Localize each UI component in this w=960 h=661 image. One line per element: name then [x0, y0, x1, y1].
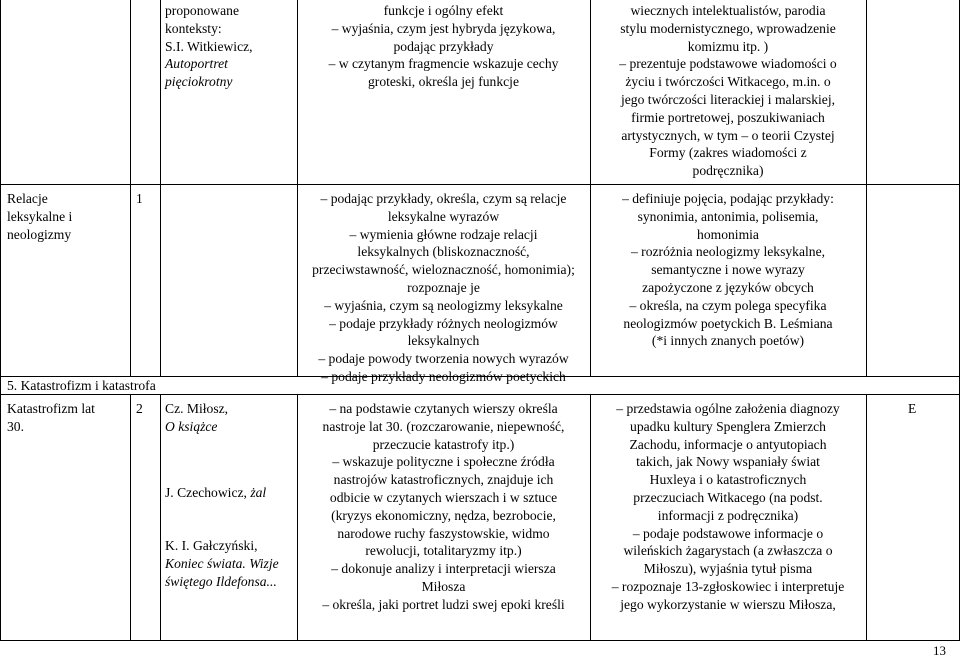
katastrofizm-ucz-line: przeczucie katastrofy itp.) [372, 436, 515, 452]
relacje-ucz-line: rozpoznaje je [407, 279, 480, 295]
relacje-ucz-line: leksykalne wyrazów [387, 208, 500, 224]
relacje-topic-cell [7, 190, 127, 243]
katastrofizm-ponad-line: takich, jak Nowy wspaniały świat [636, 454, 820, 470]
relacje-ucz-line: leksykalnych [407, 333, 480, 349]
katastrofizm-ponad-line: wileńskich żagarystach (a zwłaszcza o [623, 543, 833, 559]
katastrofizm-ponad-line: Huxleya i o katastroficznych [649, 472, 807, 488]
relacje-topic-line: leksykalne i [7, 208, 73, 224]
grid-line [866, 0, 867, 376]
top-ucz-line: – wyjaśnia, czym jest hybryda językowa, [331, 20, 556, 36]
top-lektura-cell [165, 2, 293, 91]
grid-line [0, 0, 1, 641]
top-ucz-line: groteski, określa jej funkcje [368, 74, 519, 90]
grid-line [160, 394, 161, 641]
grid-line [160, 0, 161, 376]
katastrofizm-ucz-line: narodowe ruchy faszystowskie, widmo [337, 525, 550, 541]
katastrofizm-lektury-cell [165, 400, 295, 436]
katastrofizm-topic-line: 30. [7, 418, 24, 434]
grid-line [866, 394, 867, 641]
top-lektura-line: S.I. Witkiewicz, [165, 38, 253, 54]
page-number: 13 [933, 643, 946, 658]
relacje-ucz-line: – podaje przykłady różnych neologizmów [329, 315, 558, 331]
katastrofizm-ponad-line: jego wykorzystanie w wierszu Miłosza, [620, 596, 836, 612]
relacje-ponad-cell [591, 190, 865, 350]
katastrofizm-ucz-line: nastrojów katastroficznych, znajduje ich [333, 472, 554, 488]
top-ponad-line: życiu i twórczości Witkacego, m.in. o [625, 74, 831, 90]
top-ponad-line: artystycznych, w tym – o teorii Czystej [621, 127, 835, 143]
top-lektura-line: proponowane [165, 3, 239, 18]
relacje-ponad-line: – definiuje pojęcia, podając przykłady: [622, 191, 834, 206]
katastrofizm-ucz-line: nastroje lat 30. (rozczarowanie, niepewność, [322, 418, 565, 434]
relacje-ponad-line: (*i innych znanych poetów) [651, 333, 805, 349]
lektura-title: świętego Ildefonsa... [165, 573, 277, 589]
lektura-author: K. I. Gałczyński, [165, 538, 258, 553]
relacje-topic-line: Relacje [7, 191, 48, 206]
relacje-topic-line: neologizmy [7, 226, 72, 242]
lektura-author-name: J. Czechowicz, [165, 485, 247, 500]
relacje-ponad-line: semantyczne i nowe wyrazy [651, 262, 805, 278]
top-ponad-line: wiecznych intelektualistów, parodia [630, 3, 826, 18]
katastrofizm-ucz-line: rewolucji, totalitaryzmy itp.) [365, 543, 522, 559]
top-ponad-cell [591, 2, 865, 180]
lektura-author: Cz. Miłosz, [165, 401, 229, 416]
top-ucz-line: podając przykłady [393, 38, 494, 54]
relacje-ucz-line: – podaje powody tworzenia nowych wyrazów [318, 351, 569, 367]
relacje-hours: 1 [136, 191, 143, 206]
top-ponad-line: Formy (zakres wiadomości z [649, 145, 807, 161]
grid-line [130, 394, 131, 641]
katastrofizm-topic-cell [7, 400, 127, 436]
relacje-ucz-line: – podając przykłady, określa, czym są relacje [320, 191, 567, 206]
katastrofizm-ponad-line: – podaje podstawowe informacje o [632, 525, 824, 541]
relacje-ponad-line: synonimia, antonimia, polisemia, [637, 208, 819, 224]
relacje-ucz-cell [298, 190, 589, 386]
top-ponad-line: stylu modernistycznego, wprowadzenie [620, 20, 836, 36]
katastrofizm-ucz-cell [298, 400, 589, 614]
grade-mark: E [908, 401, 917, 416]
top-lektura-line: konteksty: [165, 20, 222, 36]
katastrofizm-ucz-line: – określa, jaki portret ludzi swej epoki kreśli [322, 596, 565, 612]
relacje-ponad-line: homonimia [697, 226, 759, 242]
katastrofizm-ponad-line: Zachodu, informacje o antyutopiach [629, 436, 827, 452]
relacje-ucz-line: – podaje przykłady neologizmów poetyckich [321, 368, 566, 384]
top-lektura-title: pięciokrotny [165, 74, 233, 90]
relacje-ponad-line: neologizmów poetyckich B. Leśmiana [623, 315, 833, 331]
relacje-ucz-line: leksykalnych (bliskoznaczność, [357, 244, 530, 260]
top-ponad-line: firmie portretowej, poszukiwaniach [631, 109, 825, 125]
top-ucz-line: funkcje i ogólny efekt [383, 3, 504, 18]
katastrofizm-lektura-3 [165, 537, 295, 590]
katastrofizm-ponad-line: upadku kultury Spenglera Zmierzch [630, 418, 826, 434]
relacje-ponad-line: zapożyczone z języków obcych [642, 279, 814, 295]
lektura-author [165, 484, 295, 502]
katastrofizm-ponad-line: przeczuciach Witkacego (na podst. [633, 489, 823, 505]
katastrofizm-lektura-2 [165, 484, 295, 502]
top-ponad-line: – prezentuje podstawowe wiadomości o [619, 56, 837, 72]
katastrofizm-ucz-line: – dokonuje analizy i interpretacji wiersza [331, 561, 556, 577]
top-lektura-title: Autoportret [165, 56, 228, 72]
lektura-title: O książce [165, 418, 218, 434]
grid-line [0, 184, 960, 185]
katastrofizm-ucz-line: – wskazuje polityczne i społeczne źródła [332, 454, 555, 470]
katastrofizm-ucz-line: Miłosza [421, 578, 466, 594]
relacje-ucz-line: przeciwstawność, wieloznaczność, homonimia); [312, 262, 575, 278]
top-ponad-line: jego twórczości literackiej i malarskiej, [620, 91, 835, 107]
katastrofizm-ucz-line: – na podstawie czytanych wierszy określa [329, 401, 558, 416]
relacje-ucz-line: – wymienia główne rodzaje relacji [349, 226, 538, 242]
section-heading: 5. Katastrofizm i katastrofa [7, 378, 156, 393]
relacje-ponad-line: – określa, na czym polega specyfika [629, 297, 827, 313]
katastrofizm-ucz-line: odbicie w czytanych wierszach i w sztuce [329, 489, 558, 505]
grid-line [0, 640, 960, 641]
lektura-title: żal [250, 485, 267, 500]
katastrofizm-topic-line: Katastrofizm lat [7, 401, 95, 416]
katastrofizm-ucz-line: (kryzys ekonomiczny, nędza, bezrobocie, [331, 507, 556, 523]
top-ponad-line: komizmu itp. ) [687, 38, 769, 54]
top-ucz-line: – w czytanym fragmencie wskazuje cechy [328, 56, 559, 72]
relacje-ponad-line: – rozróżnia neologizmy leksykalne, [630, 244, 826, 260]
top-ucz-cell [298, 2, 589, 91]
lektura-title: Koniec świata. Wizje [165, 555, 279, 571]
katastrofizm-ponad-line: – rozpoznaje 13-zgłoskowiec i interpretuje [611, 578, 845, 594]
relacje-ucz-line: – wyjaśnia, czym są neologizmy leksykalne [324, 297, 563, 313]
katastrofizm-ponad-line: Miłoszu), wyjaśnia tytuł pisma [643, 561, 813, 577]
katastrofizm-hours: 2 [136, 401, 143, 416]
top-ponad-line: podręcznika) [692, 163, 764, 179]
katastrofizm-ponad-cell [591, 400, 865, 614]
katastrofizm-ponad-line: informacji z podręcznika) [657, 507, 799, 523]
grid-line [130, 0, 131, 376]
katastrofizm-ponad-line: – przedstawia ogólne założenia diagnozy [616, 401, 840, 416]
